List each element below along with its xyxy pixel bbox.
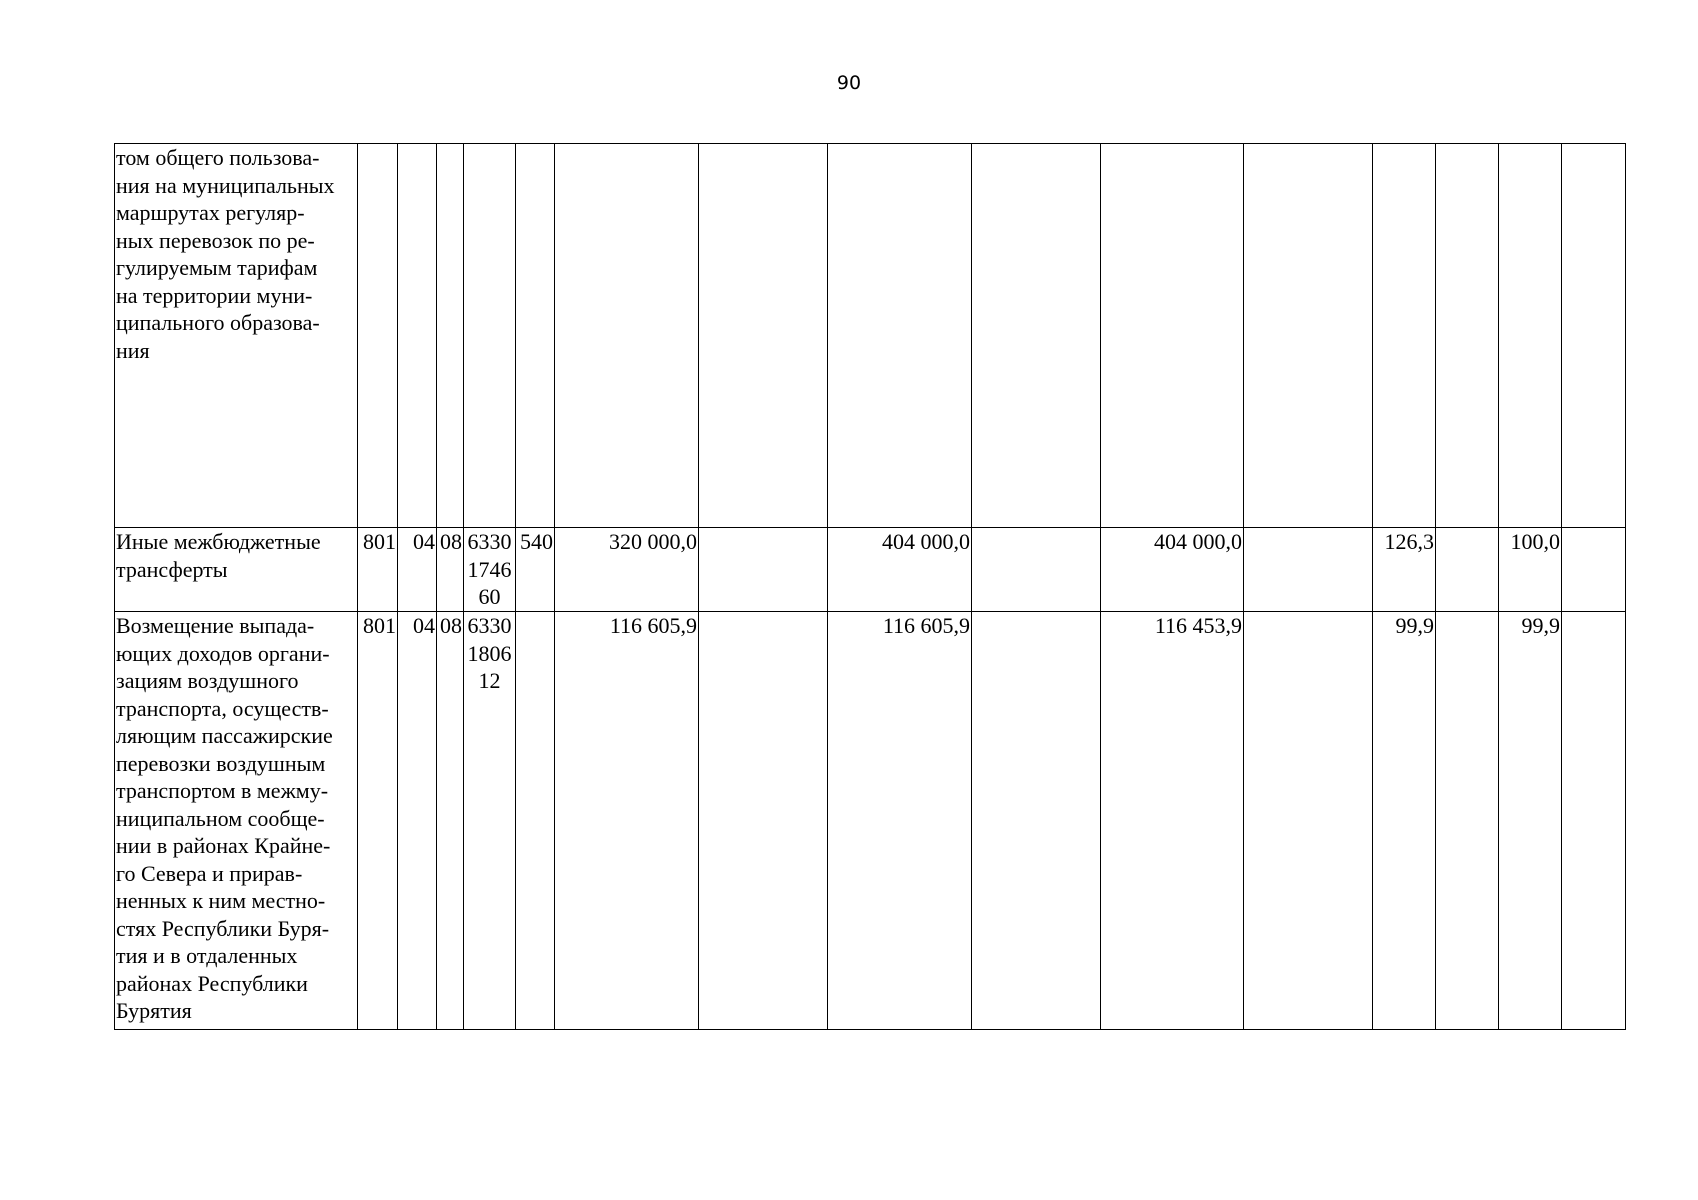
empty-cell <box>699 144 828 528</box>
percent-initial <box>1373 144 1436 528</box>
empty-cell <box>699 528 828 612</box>
executed-amount: 404 000,0 <box>1101 528 1244 612</box>
page-number: 90 <box>836 72 862 94</box>
subsection-code: 08 <box>437 528 464 612</box>
empty-cell <box>1436 612 1499 1030</box>
ministry-code: 801 <box>358 612 398 1030</box>
empty-cell <box>972 144 1101 528</box>
empty-cell <box>1244 612 1373 1030</box>
percent-revised: 100,0 <box>1499 528 1562 612</box>
expense-type-code: 540 <box>516 528 555 612</box>
table-row <box>115 528 1626 612</box>
budget-table <box>114 143 1626 1030</box>
empty-cell <box>1436 144 1499 528</box>
target-code <box>464 144 516 528</box>
expense-type-code <box>516 144 555 528</box>
section-code: 04 <box>398 528 437 612</box>
plan-revised <box>828 144 972 528</box>
section-code <box>398 144 437 528</box>
empty-cell <box>1562 612 1626 1030</box>
plan-revised: 116 605,9 <box>828 612 972 1030</box>
empty-cell <box>699 612 828 1030</box>
executed-amount <box>1101 144 1244 528</box>
percent-revised: 99,9 <box>1499 612 1562 1030</box>
row-description: Возмещение выпада- ющих доходов органи- зациям воздушного транспорта, осуществ- ляющим пассажирские перевозки воздушным транспортом в межму- ниципальном сообще- нии в районах Крайне- го Севера и прирав- ненных к ним местно- стях Республики Буря- тия и в отдаленных районах Республики Бурятия <box>115 612 358 1030</box>
empty-cell <box>1436 528 1499 612</box>
table-row <box>115 144 1626 528</box>
target-code: 6330 1806 12 <box>464 612 516 1030</box>
percent-revised <box>1499 144 1562 528</box>
executed-amount: 116 453,9 <box>1101 612 1244 1030</box>
expense-type-code <box>516 612 555 1030</box>
empty-cell <box>972 612 1101 1030</box>
subsection-code: 08 <box>437 612 464 1030</box>
empty-cell <box>1562 144 1626 528</box>
empty-cell <box>1244 144 1373 528</box>
empty-cell <box>1244 528 1373 612</box>
percent-initial: 126,3 <box>1373 528 1436 612</box>
plan-initial: 116 605,9 <box>555 612 699 1030</box>
row-description: том общего пользова- ния на муниципальных маршрутах регуляр- ных перевозок по ре- гулируемым тарифам на территории муни- ципального образова- ния <box>115 144 358 528</box>
percent-initial: 99,9 <box>1373 612 1436 1030</box>
subsection-code <box>437 144 464 528</box>
plan-revised: 404 000,0 <box>828 528 972 612</box>
table-row <box>115 612 1626 1030</box>
ministry-code: 801 <box>358 528 398 612</box>
empty-cell <box>1562 528 1626 612</box>
empty-cell <box>972 528 1101 612</box>
row-description: Иные межбюджетные трансферты <box>115 528 358 612</box>
target-code: 6330 1746 60 <box>464 528 516 612</box>
section-code: 04 <box>398 612 437 1030</box>
plan-initial <box>555 144 699 528</box>
plan-initial: 320 000,0 <box>555 528 699 612</box>
ministry-code <box>358 144 398 528</box>
